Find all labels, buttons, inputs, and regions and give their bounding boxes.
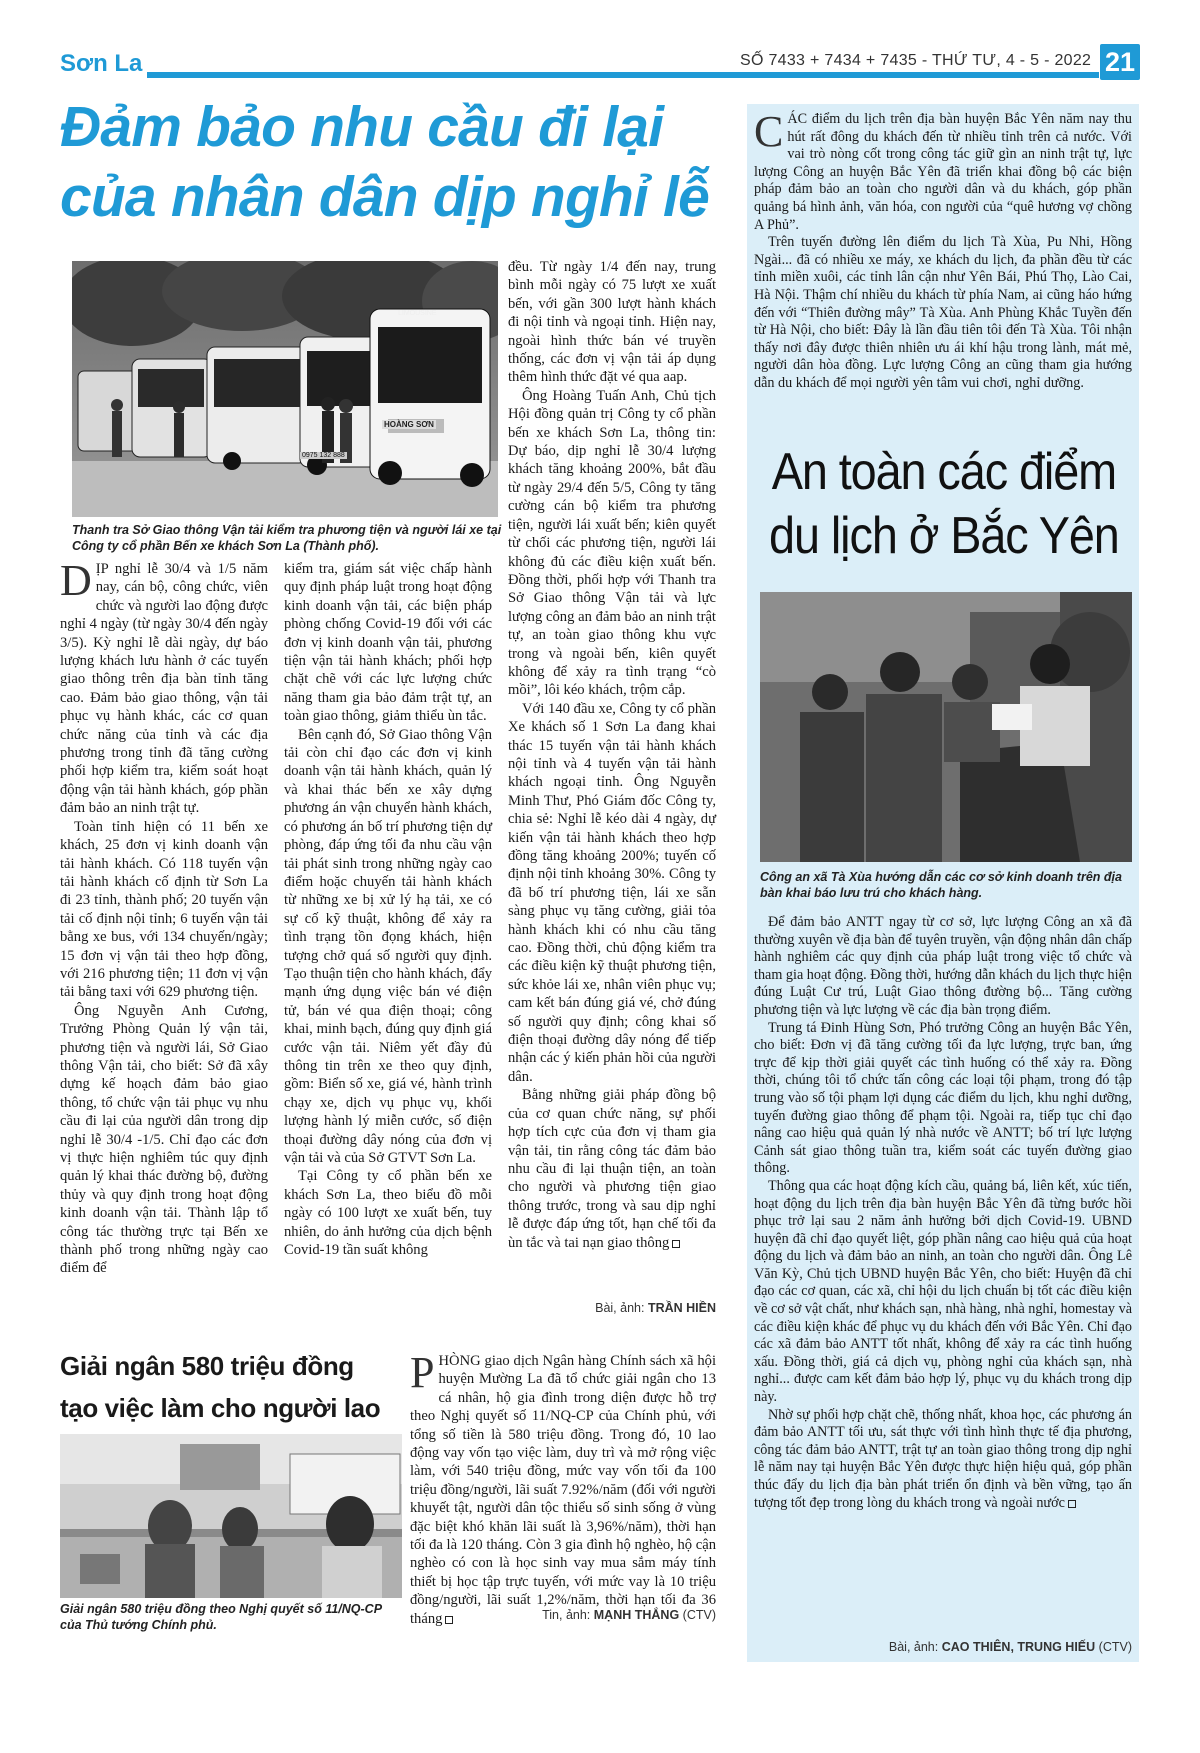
article1-para: Toàn tỉnh hiện có 11 bến xe khách, 25 đơn vị kinh doanh vận tải hành khách. Có 118 tuyến vận tải hành khách cố định từ Sơn La đi 23 tỉnh, thành phố; 20 tuyến vận tải cố định nội tỉnh; 6 tuyến vận tải bằng xe bus, với 134 chuyến/ngày; 15 đơn vị vận tải theo hợp đồng, với 216 phương tiện; 11 đơn vị vận tải bằng taxi với 629 phương tiện.	[60, 818, 268, 1001]
article2-dropcap: P	[410, 1348, 435, 1397]
article1-col1	[60, 556, 268, 1278]
article1-para: Với 140 đầu xe, Công ty cổ phần Xe khách số 1 Sơn La đang khai thác 15 tuyến vận tải hành khách nội tỉnh và 4 tuyến vận tải hành khách ngoại tỉnh. Ông Nguyễn Minh Thư, Phó Giám đốc Công ty, chia sẻ: Nghỉ lễ kéo dài 4 ngày, dự kiến vận tải hành khách theo hợp đồng tăng khoảng 200%; tuyến cố định nội tỉnh khoảng 30%. Công ty đã bố trí phương tiện, lái xe sẵn sàng phục vụ tăng cường, giải tỏa hành khách khi có nhu cầu tăng cao. Đồng thời, chủ động kiểm tra các điều kiện kỹ thuật phương tiện, sức khỏe lái xe, nhân viên phục vụ; cam kết bán đúng giá vé, chở đúng số người quy định; công khai số điện thoại đường dây nóng để tiếp nhận các ý kiến phản hồi của người dân.	[508, 700, 716, 1085]
article3-para: Trung tá Đinh Hùng Sơn, Phó trưởng Công an huyện Bắc Yên, cho biết: Đơn vị đã tăng cường tối đa lực lượng, trực ban, ứng trực để kịp thời giải quyết các tình huống có thể xảy ra. Đồng thời, chúng tôi tổ chức tấn công các loại tội phạm, trong đó tập trung vào số tội phạm lợi dụng các điểm du lịch, khu nghỉ dưỡng, tuyến đường giao thông để phạm tội. Ngoài ra, tiếp tục chỉ đạo nâng cao hiệu quả quản lý nhà nước về ANTT; bố trí lực lượng Cảnh sát giao thông tuần tra, kiểm soát các tuyến đường giao thông.	[754, 1019, 1132, 1177]
article3-photo-caption: Công an xã Tà Xùa hướng dẫn các cơ sở kinh doanh trên địa bàn khai báo lưu trú cho khách hàng.	[760, 870, 1122, 900]
article1-para: Ông Nguyễn Anh Cương, Trưởng Phòng Quản lý vận tải, phương tiện và người lái, Sở Giao thông Vận tải, cho biết: Sở đã xây dựng kế hoạch đảm bảo giao thông, tổ chức vận tải phục vụ nhu cầu đi lại của người dân trong dịp nghỉ lễ 30/4 -1/5. Chỉ đạo các đơn vị thực hiện nghiêm túc quy định quản lý khai thác đường bộ, đường thủy và quy định trong hoạt động kinh doanh vận tải. Thành lập tổ công tác thường trực tại Bến xe thành phố trong những ngày cao điểm để	[60, 1002, 268, 1277]
article1-para: DỊP nghỉ lễ 30/4 và 1/5 năm nay, cán bộ, công chức, viên chức và người lao động được nghỉ 4 ngày (từ ngày 30/4 đến ngày 3/5). Kỳ nghỉ lễ dài ngày, dự báo lượng khách lưu hành ở các tuyến giao thông trên địa bàn tỉnh tăng cao. Đảm bảo giao thông, vận tải phục vụ hành khác, các cơ quan chức năng của tỉnh và các địa phương trong tỉnh đã tăng cường phối hợp kiểm tra, kiểm soát hoạt động vận tải hành khách, góp phần đảm bảo an ninh trật tự.	[60, 556, 268, 817]
headline-line2: của nhân dân dịp nghỉ lễ	[60, 165, 709, 229]
article1-dropcap: D	[60, 556, 92, 605]
article1-para: Tại Công ty cổ phần bến xe khách Sơn La, theo biểu đồ mỗi ngày có 100 lượt xe xuất bến, tuy nhiên, do ảnh hưởng của dịch bệnh Covid-19 tần suất không	[284, 1168, 492, 1259]
article1-col3	[508, 258, 716, 1252]
article3-body	[754, 914, 1132, 1512]
article3-headline-line2: du lịch ở Bắc Yên	[769, 507, 1119, 565]
article3-headline	[754, 440, 1134, 568]
article2-byline: Tin, ảnh: MẠNH THẮNG (CTV)	[542, 1608, 716, 1622]
page-number-badge	[1100, 44, 1140, 80]
article1-para: Ông Hoàng Tuấn Anh, Chủ tịch Hội đồng quản trị Công ty cổ phần bến xe khách Sơn La, thông tin: Dự báo, dịp nghỉ lễ 30/4 lượng khách tăng khoảng 200%, bắt đầu từ ngày 29/4 đến 5/5, Công ty tăng cường cán bộ kiểm tra phương tiện, người lái xuất bến; kiên quyết từ chối các phương tiện, người lái không đủ các điều kiện xuất bến. Đồng thời, phối hợp với Thanh tra Sở Giao thông Vận tải và lực lượng công an đảm bảo an ninh trật tự, an toàn giao thông khu vực trong và ngoài bến, kiên quyết không để xảy ra tình trạng “cò mồi”, lôi kéo khách, trộm cắp.	[508, 387, 716, 699]
article1-para: Bằng những giải pháp đồng bộ của cơ quan chức năng, sự phối hợp tích cực của đơn vị tham gia vận tải, tin rằng công tác đảm bảo nhu cầu đi lại thuận tiện, an toàn cho người và phương tiện giao thông trước, trong và sau dịp nghỉ lễ được đáp ứng tốt, hạn chế tối đa ùn tắc và tai nạn giao thông	[508, 1087, 716, 1251]
article3-para: Để đảm bảo ANTT ngay từ cơ sở, lực lượng Công an xã đã thường xuyên về địa bàn để tuyên truyền, vận động nhân dân chấp hành nghiêm các quy định của pháp luật trong việc tổ chức và tham gia hoạt động. Đồng thời, hướng dẫn khách du lịch thực hiện đúng Luật Cư trú, Luật Giao thông đường bộ... Tăng cường phương tiện và lực lượng về các địa bàn trọng điểm.	[754, 914, 1132, 1018]
issue-info: SỐ 7433 + 7434 + 7435 - THỨ TƯ, 4 - 5 - 2022	[740, 52, 1092, 69]
bus-sign-text: HOÀNG SƠN	[384, 420, 434, 429]
header-rule	[147, 72, 1099, 78]
article2-body	[410, 1348, 716, 1628]
bus-station-photo	[72, 261, 498, 517]
end-mark-icon	[1068, 1500, 1076, 1508]
article3-byline: Bài, ảnh: CAO THIÊN, TRUNG HIẾU (CTV)	[888, 1640, 1132, 1654]
page-header	[0, 0, 1200, 90]
article1-para: Bên cạnh đó, Sở Giao thông Vận tải còn chỉ đạo các đơn vị kinh doanh vận tải hành khách, quản lý và khai thác bến xe xây dựng phương án vận chuyển hành khách, có phương án bố trí phương tiện dự phòng, đáp ứng tối đa nhu cầu vận tải phát sinh trong những ngày cao điểm hoặc chuyến tải hành khách từ những xe bị xử lý hạ tải, xe có sự cố kỹ thuật, không để xảy ra tình trạng tồn đọng khách, hiện tượng chở quá số người quy định. Tạo thuận tiện cho hành khách, đẩy mạnh ứng dụng việc bán vé điện tử, bán vé qua điện thoại; công khai, minh bạch, đúng quy định giá cước vận tải. Niêm yết đầy đủ thông tin trên xe theo quy định, gồm: Biển số xe, giá vé, hành trình chạy xe, dịch vụ phục vụ, khối lượng hành lý miễn cước, số điện thoại đường dây nóng của đơn vị vận tải và của Sở GTVT Sơn La.	[284, 726, 492, 1166]
article2-headline-line2: tạo việc làm cho người lao	[60, 1393, 381, 1423]
page-number: 21	[1104, 47, 1136, 77]
article1-headline	[60, 92, 720, 232]
bus-plate-text: 0975 132 888	[302, 452, 345, 459]
article3-para: Trên tuyến đường lên điểm du lịch Tà Xùa, Pu Nhi, Hồng Ngài... đã có nhiều xe máy, xe khách du lịch, đa phần đều từ các tỉnh miền xuôi, các tỉnh lân cận như Yên Bái, Phú Thọ, Lào Cai, Hà Nội. Thậm chí nhiều du khách từ phía Nam, ai cũng háo hứng đến với “Thiên đường mây” Tà Xùa. Anh Phùng Khắc Tuyền đến từ Hà Nội, cho biết: Đây là lần đầu tiên tôi đến Tà Xùa. Tôi nhận thấy nơi đây được thiên nhiên ưu ái khí hậu trong lành, mát mẻ, người dân hòa đồng. Lực lượng Công an cũng tham gia hướng dẫn du khách để mọi người yên tâm vui chơi, nghỉ dưỡng.	[754, 234, 1132, 391]
article3-para: CÁC điểm du lịch trên địa bàn huyện Bắc Yên năm nay thu hút rất đông du khách đến từ nhiều tỉnh trên cả nước. Với vai trò nòng cốt trong công tác giữ gìn an ninh trật tự, lực lượng Công an huyện Bắc Yên đã triển khai đồng bộ các biện pháp đảm bảo an toàn cho người dân và du khách, góp phần quảng bá hình ảnh, văn hóa, con người của “quê hương vợ chồng A Phủ”.	[754, 107, 1132, 233]
article1-para: đều. Từ ngày 1/4 đến nay, trung bình mỗi ngày có 75 lượt xe xuất bến, với gần 300 lượt hành khách đi nội tỉnh và ngoại tỉnh. Hiện nay, ngoài hình thức bán vé truyền thống, các đơn vị vận tải áp dụng thêm hình thức đặt vé qua aap.	[508, 259, 716, 386]
article3-intro	[754, 107, 1132, 393]
article2-para: PHÒNG giao dịch Ngân hàng Chính sách xã hội huyện Mường La đã tổ chức giải ngân cho 13 cá nhân, hộ gia đình trong diện được hỗ trợ theo Nghị quyết số 11/NQ-CP của Chính phủ, với tổng số tiền là 580 triệu đồng. Trong đó, 10 lao động vay vốn tạo việc làm, duy trì và mở rộng việc làm, với 540 triệu đồng, mức vay vốn tối đa 100 triệu đồng/người, lãi suất 7.92%/năm (đối với người khuyết tật, người dân tộc thiểu số sinh sống ở vùng đặc biệt khó khăn lãi suất là 3,96%/năm), thời hạn tối đa là 120 tháng. Còn 3 gia đình hộ nghèo, hộ cận nghèo có con là học sinh vay mua sắm máy tính thiết bị học tập trực tuyến, với mức vay là 10 triệu đồng/người, lãi suất 1,2%/năm, thời hạn tối đa 36 tháng	[410, 1348, 716, 1627]
section-label: Sơn La	[60, 50, 143, 77]
bank-photo	[60, 1434, 402, 1598]
end-mark-icon	[672, 1240, 680, 1248]
bus-sign-text-2: LIMOUSINE	[398, 310, 437, 317]
headline-line1: Đảm bảo nhu cầu đi lại	[60, 95, 664, 159]
article2-photo-caption: Giải ngân 580 triệu đồng theo Nghị quyết số 11/NQ-CP của Thủ tướng Chính phủ.	[60, 1602, 382, 1632]
article1-byline: Bài, ảnh: TRẦN HIỀN	[595, 1301, 716, 1315]
article1-col2	[284, 560, 492, 1259]
article1-photo-caption: Thanh tra Sở Giao thông Vận tải kiểm tra phương tiện và người lái xe tại Công ty cổ phần Bến xe khách Sơn La (Thành phố).	[72, 523, 502, 553]
police-photo	[760, 592, 1132, 862]
article3-dropcap: C	[754, 107, 784, 156]
article1-para: kiểm tra, giám sát việc chấp hành quy định pháp luật trong hoạt động kinh doanh vận tải, các biện pháp phòng chống Covid-19 đối với các đơn vị kinh doanh vận tải, phương tiện vận tải hành khách; phối hợp chặt chẽ với các lực lượng chức năng tham gia bảo đảm trật tự, an toàn giao thông, giảm thiểu ùn tắc.	[284, 561, 492, 725]
article2-headline-line1: Giải ngân 580 triệu đồng	[60, 1351, 354, 1381]
article3-para: Nhờ sự phối hợp chặt chẽ, thống nhất, khoa học, các phương án đảm bảo ANTT tối ưu, sát thực với tình hình thực tế địa phương, công tác đảm bảo ANTT, trật tự an toàn giao thông trong dịp nghỉ lễ năm nay tại huyện Bắc Yên được thực hiện hiệu quả, góp phần thúc đẩy du lịch địa bàn phát triển ổn định và bền vững, tạo ấn tượng tốt đẹp trong lòng du khách trong và ngoài nước	[754, 1406, 1132, 1511]
article3-para: Thông qua các hoạt động kích cầu, quảng bá, liên kết, xúc tiến, hoạt động du lịch trên địa bàn huyện Bắc Yên đã từng bước hồi phục trở lại sau 2 năm ảnh hưởng bởi dịch Covid-19. UBND huyện đã chỉ đạo quyết liệt, góp phần nâng cao hiệu quả của hoạt động du lịch và đảm bảo an ninh, an toàn cho người dân. Ông Lê Văn Kỳ, Chủ tịch UBND huyện Bắc Yên, cho biết: Huyện đã chỉ đạo các cơ quan, các xã, chỉ hội du lịch chuẩn bị tốt các điều kiện về cơ sở vật chất, như khách sạn, nhà hàng, nhà nghỉ, homestay và các điều kiện khác để phục vụ du khách đến với Bắc Yên. Chỉ đạo các xã đảm bảo ANTT tốt nhất, không để xảy ra các tình huống xấu. Đồng thời, giá cả dịch vụ, phòng nghỉ của khách sạn, nhà nghỉ... được cam kết đảm bảo hợp lý, phục vụ du khách trong dịp này.	[754, 1177, 1132, 1406]
article3-headline-line1: An toàn các điểm	[771, 443, 1117, 501]
